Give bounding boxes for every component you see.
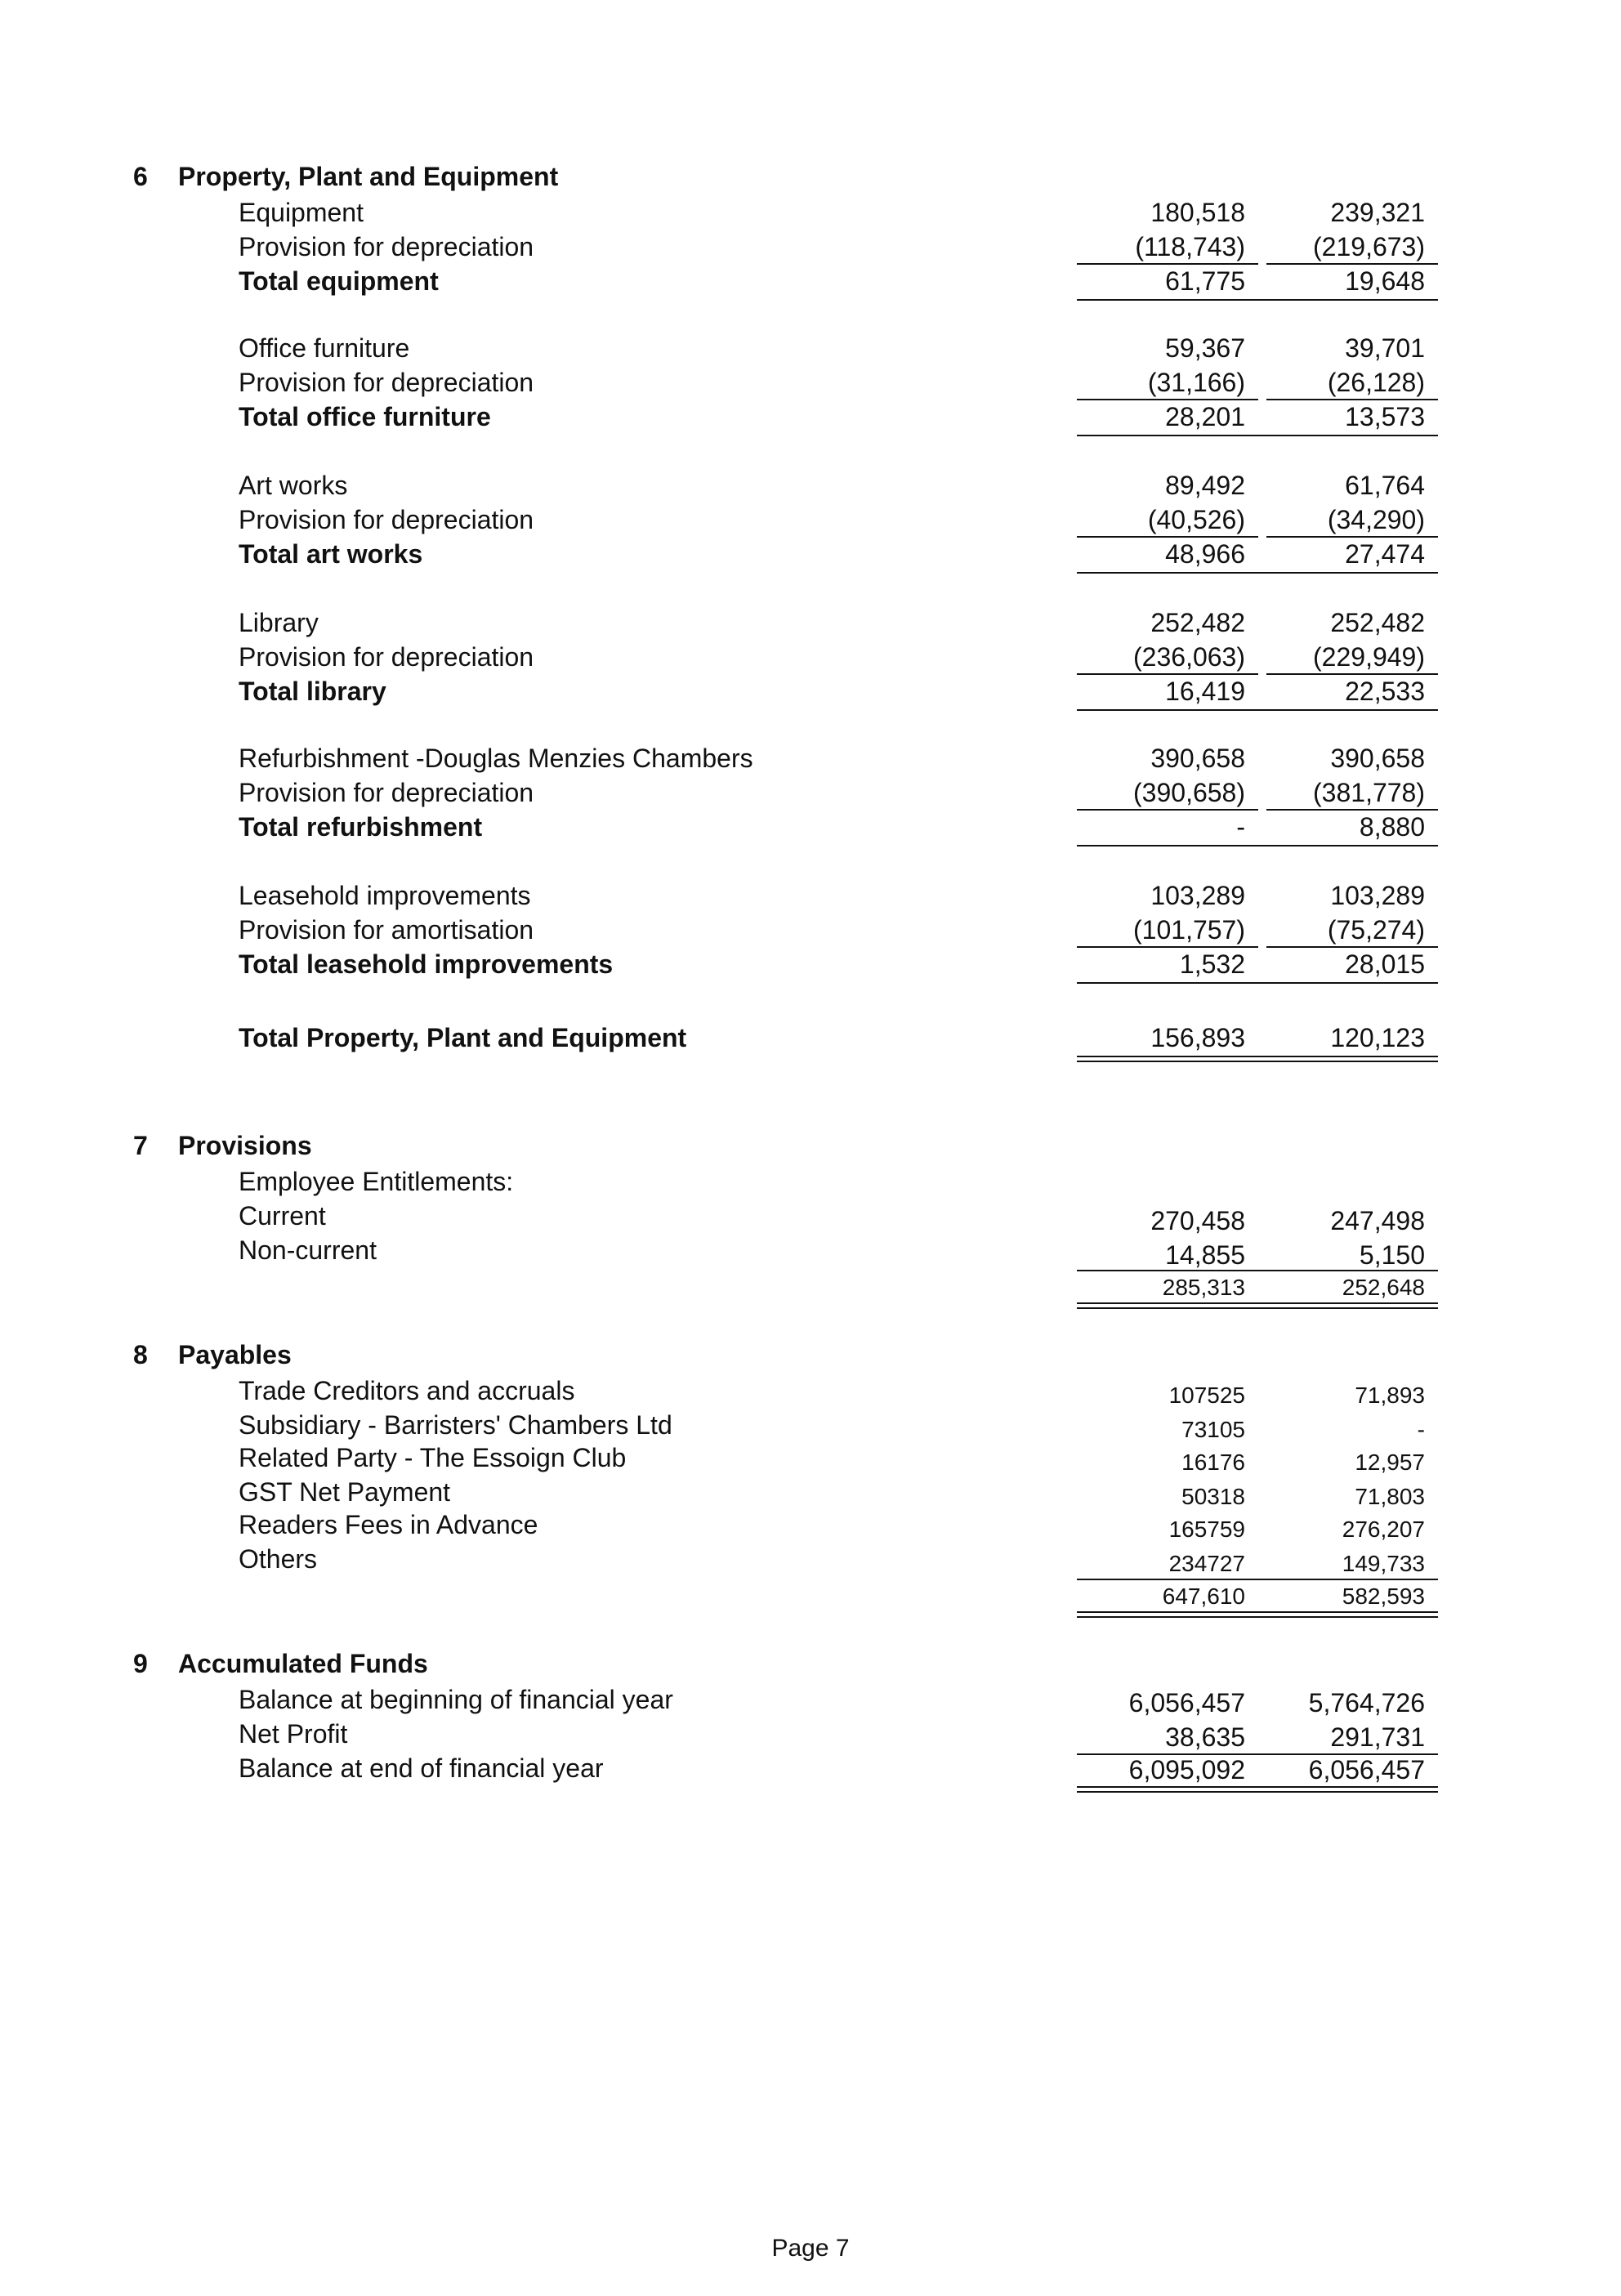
value-col1: (101,757) <box>1133 915 1245 945</box>
value-col2: 5,764,726 <box>1308 1688 1425 1718</box>
ppe-total-row <box>0 675 1621 708</box>
row-label: Provision for depreciation <box>239 232 534 261</box>
value-col1: 6,095,092 <box>1128 1755 1245 1785</box>
double-rule-bottom <box>1077 1307 1438 1309</box>
provisions-row <box>0 1199 1621 1235</box>
provisions-subheading <box>0 1165 1621 1198</box>
value-col2: 6,056,457 <box>1308 1755 1425 1785</box>
row-label: Others <box>239 1544 318 1574</box>
row-label: Total art works <box>239 539 423 569</box>
payables-row <box>0 1374 1621 1407</box>
ppe-item-row <box>0 879 1621 912</box>
note-title: Payables <box>178 1340 292 1369</box>
ppe-total-row <box>0 811 1621 843</box>
double-rule-bottom <box>1077 1061 1438 1062</box>
value-col2: 149,733 <box>1342 1551 1425 1576</box>
total-rule <box>1077 435 1438 436</box>
total-rule <box>1077 845 1438 846</box>
provisions-total-row <box>0 1271 1621 1304</box>
value-col1: (118,743) <box>1135 232 1245 261</box>
value-col2: 61,764 <box>1345 471 1425 500</box>
value-col1: 38,635 <box>1165 1722 1245 1752</box>
ppe-depreciation-row <box>0 366 1621 399</box>
value-col1: 28,201 <box>1165 402 1245 431</box>
value-col1: 234727 <box>1168 1551 1245 1576</box>
row-label: Subsidiary - Barristers' Chambers Ltd <box>239 1410 672 1440</box>
note-9-header <box>0 1647 1621 1680</box>
value-col2: 247,498 <box>1330 1206 1425 1235</box>
double-rule-top <box>1077 1056 1438 1057</box>
value-col2: 390,658 <box>1330 744 1425 773</box>
value-col1: (40,526) <box>1147 505 1245 534</box>
funds-row <box>0 1718 1621 1750</box>
value-col1: - <box>1236 812 1245 842</box>
row-label: GST Net Payment <box>239 1477 451 1507</box>
value-col1: 14,855 <box>1165 1240 1245 1270</box>
double-rule-bottom <box>1077 1791 1438 1793</box>
value-col1: 252,482 <box>1150 608 1245 637</box>
value-col1: 50318 <box>1181 1484 1245 1509</box>
value-col2: (75,274) <box>1327 915 1425 945</box>
ppe-total-row <box>0 400 1621 433</box>
row-label: Provision for depreciation <box>239 505 534 534</box>
value-col2: 239,321 <box>1330 198 1425 227</box>
value-col1: 647,610 <box>1162 1584 1245 1609</box>
value-col1: 390,658 <box>1150 744 1245 773</box>
ppe-total-row <box>0 265 1621 297</box>
value-col1: (390,658) <box>1133 778 1245 807</box>
row-label: Employee Entitlements: <box>239 1167 514 1196</box>
note-8-header <box>0 1338 1621 1371</box>
double-rule-top <box>1077 1786 1438 1788</box>
row-label: Office furniture <box>239 333 410 363</box>
ppe-total-row <box>0 538 1621 570</box>
ppe-depreciation-row <box>0 641 1621 673</box>
value-col2: 103,289 <box>1330 881 1425 910</box>
row-label: Total office furniture <box>239 402 491 431</box>
value-col1: 1,532 <box>1179 949 1245 979</box>
row-label: Total refurbishment <box>239 812 483 842</box>
ppe-item-row <box>0 196 1621 229</box>
double-rule-top <box>1077 1611 1438 1613</box>
note-title: Accumulated Funds <box>178 1649 428 1678</box>
ppe-depreciation-row <box>0 776 1621 809</box>
ppe-item-row <box>0 742 1621 775</box>
value-col2: 582,593 <box>1342 1584 1425 1609</box>
row-label: Provision for depreciation <box>239 642 534 672</box>
row-label: Balance at beginning of financial year <box>239 1685 673 1714</box>
value-col1: 107525 <box>1168 1383 1245 1408</box>
value-col2: 252,648 <box>1342 1275 1425 1300</box>
row-label: Non-current <box>239 1235 377 1265</box>
funds-row <box>0 1752 1621 1785</box>
note-7-header <box>0 1129 1621 1162</box>
ppe-item-row <box>0 606 1621 639</box>
ppe-depreciation-row <box>0 230 1621 263</box>
value-col1: 16176 <box>1181 1450 1245 1475</box>
provisions-row <box>0 1234 1621 1270</box>
value-col2: (34,290) <box>1327 505 1425 534</box>
value-col1: 59,367 <box>1165 333 1245 363</box>
note-6-header <box>0 160 1621 193</box>
row-label: Total library <box>239 677 386 706</box>
total-rule <box>1077 982 1438 984</box>
value-col2: 12,957 <box>1355 1450 1425 1475</box>
ppe-depreciation-row <box>0 503 1621 536</box>
value-col1: (236,063) <box>1133 642 1245 672</box>
row-label: Leasehold improvements <box>239 881 531 910</box>
value-col2: 8,880 <box>1359 812 1425 842</box>
funds-row <box>0 1683 1621 1716</box>
row-label: Art works <box>239 471 348 500</box>
note-number: 9 <box>133 1649 148 1678</box>
value-col2: 28,015 <box>1345 949 1425 979</box>
value-col1: 156,893 <box>1150 1023 1245 1052</box>
value-col2: (219,673) <box>1313 232 1425 261</box>
note-number: 8 <box>133 1340 148 1369</box>
value-col1: 103,289 <box>1150 881 1245 910</box>
value-col1: 61,775 <box>1165 266 1245 296</box>
payables-row <box>0 1508 1621 1541</box>
value-col1: 180,518 <box>1150 198 1245 227</box>
value-col1: 285,313 <box>1162 1275 1245 1300</box>
row-label: Provision for amortisation <box>239 915 534 945</box>
value-col2: 5,150 <box>1359 1240 1425 1270</box>
value-col2: (381,778) <box>1313 778 1425 807</box>
value-col2: 120,123 <box>1330 1023 1425 1052</box>
row-label: Total leasehold improvements <box>239 949 614 979</box>
value-col2: 39,701 <box>1345 333 1425 363</box>
value-col2: 71,893 <box>1355 1383 1425 1408</box>
row-label: Readers Fees in Advance <box>239 1510 538 1539</box>
page-number: Page 7 <box>771 2235 850 2262</box>
note-title: Property, Plant and Equipment <box>178 162 559 191</box>
row-label: Balance at end of financial year <box>239 1753 604 1783</box>
value-col2: 19,648 <box>1345 266 1425 296</box>
value-col1: 89,492 <box>1165 471 1245 500</box>
value-col1: (31,166) <box>1147 368 1245 397</box>
value-col2: 252,482 <box>1330 608 1425 637</box>
value-col2: 276,207 <box>1342 1517 1425 1542</box>
value-col2: 13,573 <box>1345 402 1425 431</box>
payables-row <box>0 1476 1621 1508</box>
row-label: Total equipment <box>239 266 439 296</box>
value-col2: 291,731 <box>1330 1722 1425 1752</box>
value-col2: (229,949) <box>1313 642 1425 672</box>
value-col1: 270,458 <box>1150 1206 1245 1235</box>
row-label: Current <box>239 1201 326 1231</box>
value-col1: 165759 <box>1168 1517 1245 1542</box>
total-rule <box>1077 709 1438 711</box>
value-col1: 73105 <box>1181 1417 1245 1442</box>
value-col2: 22,533 <box>1345 677 1425 706</box>
row-label: Equipment <box>239 198 364 227</box>
row-label: Refurbishment -Douglas Menzies Chambers <box>239 744 753 773</box>
row-label: Trade Creditors and accruals <box>239 1376 575 1405</box>
value-col1: 16,419 <box>1165 677 1245 706</box>
ppe-item-row <box>0 332 1621 364</box>
row-label: Library <box>239 608 319 637</box>
payables-row <box>0 1441 1621 1474</box>
ppe-total-row <box>0 948 1621 980</box>
note-title: Provisions <box>178 1131 312 1160</box>
value-col2: (26,128) <box>1327 368 1425 397</box>
double-rule-top <box>1077 1302 1438 1304</box>
row-label: Net Profit <box>239 1719 348 1749</box>
double-rule-bottom <box>1077 1616 1438 1618</box>
row-label: Provision for depreciation <box>239 778 534 807</box>
ppe-depreciation-row <box>0 913 1621 946</box>
row-label: Provision for depreciation <box>239 368 534 397</box>
note-number: 6 <box>133 162 148 191</box>
row-label: Total Property, Plant and Equipment <box>239 1023 687 1052</box>
value-col2: 71,803 <box>1355 1484 1425 1509</box>
payables-total-row <box>0 1580 1621 1613</box>
note-number: 7 <box>133 1131 148 1160</box>
ppe-item-row <box>0 469 1621 502</box>
payables-row <box>0 1409 1621 1441</box>
value-col1: 48,966 <box>1165 539 1245 569</box>
total-rule <box>1077 299 1438 301</box>
value-col1: 6,056,457 <box>1128 1688 1245 1718</box>
total-rule <box>1077 572 1438 574</box>
value-col2: - <box>1417 1417 1425 1442</box>
payables-row <box>0 1543 1621 1575</box>
value-col2: 27,474 <box>1345 539 1425 569</box>
ppe-grand-total-row <box>0 1021 1621 1054</box>
row-label: Related Party - The Essoign Club <box>239 1443 627 1472</box>
